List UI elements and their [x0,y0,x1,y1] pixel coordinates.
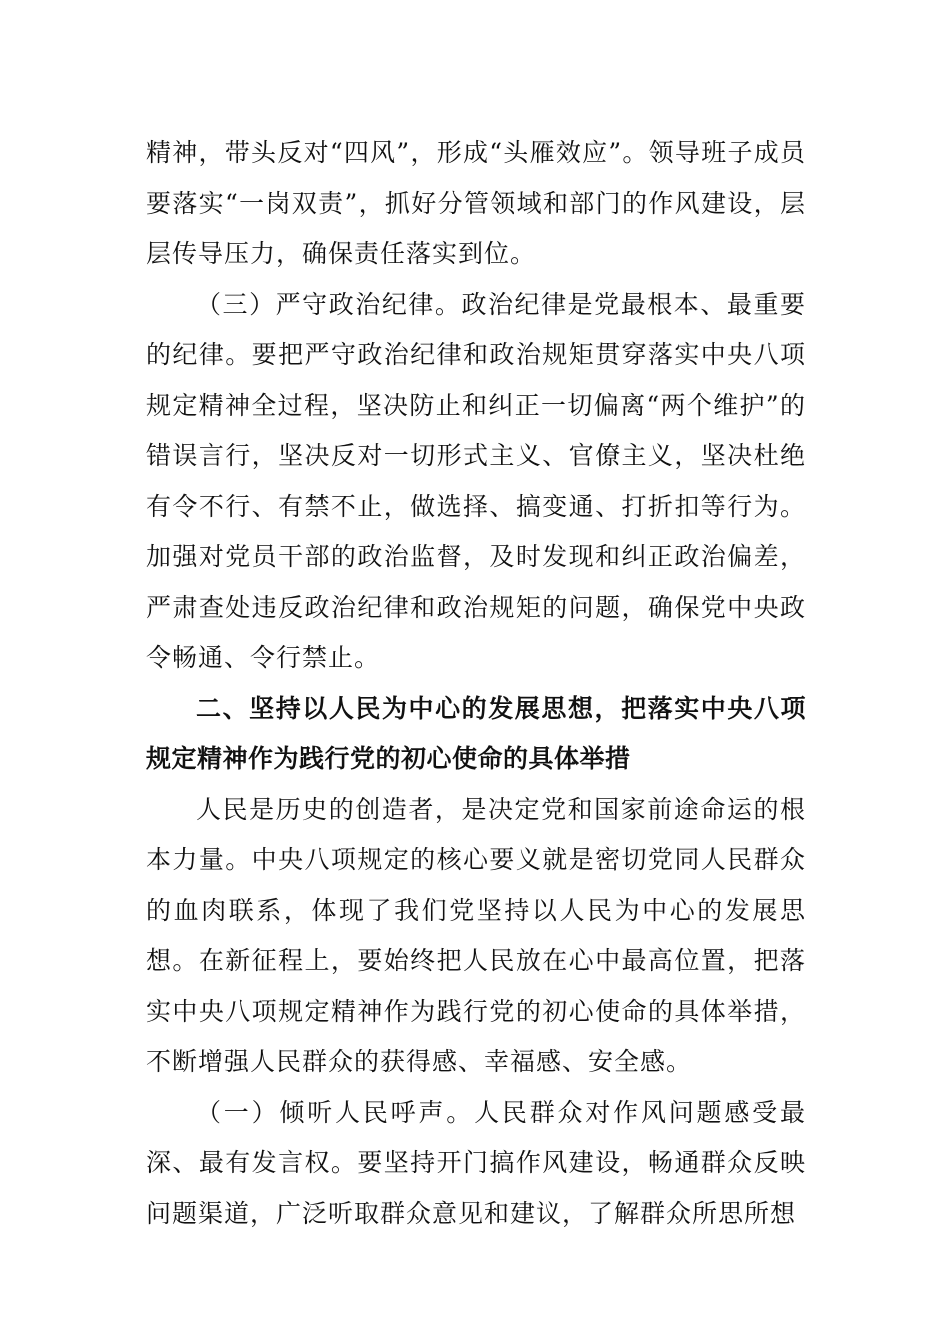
paragraph-people-centered: 人民是历史的创造者，是决定党和国家前途命运的根本力量。中央八项规定的核心要义就是密切党同人民群众的血肉联系，体现了我们党坚持以人民为中心的发展思想。在新征程上，要始终把人民放在心中最高位置，把落实中央八项规定精神作为践行党的初心使命的具体举措，不断增强人民群众的获得感、幸福感、安全感。 [146,794,806,1076]
section-heading: 二、坚持以人民为中心的发展思想，把落实中央八项规定精神作为践行党的初心使命的具体举措 [146,693,806,773]
paragraph-listen-to-people: （一）倾听人民呼声。人民群众对作风问题感受最深、最有发言权。要坚持开门搞作风建设，畅通群众反映问题渠道，广泛听取群众意见和建议，了解群众所思所想 [146,1097,806,1228]
paragraph-continuation: 精神，带头反对“四风”，形成“头雁效应”。领导班子成员要落实“一岗双责”，抓好分管领域和部门的作风建设，层层传导压力，确保责任落实到位。 [146,138,806,268]
paragraph-political-discipline: （三）严守政治纪律。政治纪律是党最根本、最重要的纪律。要把严守政治纪律和政治规矩贯穿落实中央八项规定精神全过程，坚决防止和纠正一切偏离“两个维护”的错误言行，坚决反对一切形式主义、官僚主义，坚决杜绝有令不行、有禁不止，做选择、搞变通、打折扣等行为。加强对党员干部的政治监督，及时发现和纠正政治偏差，严肃查处违反政治纪律和政治规矩的问题，确保党中央政令畅通、令行禁止。 [146,289,806,672]
document-body [146,128,806,1239]
